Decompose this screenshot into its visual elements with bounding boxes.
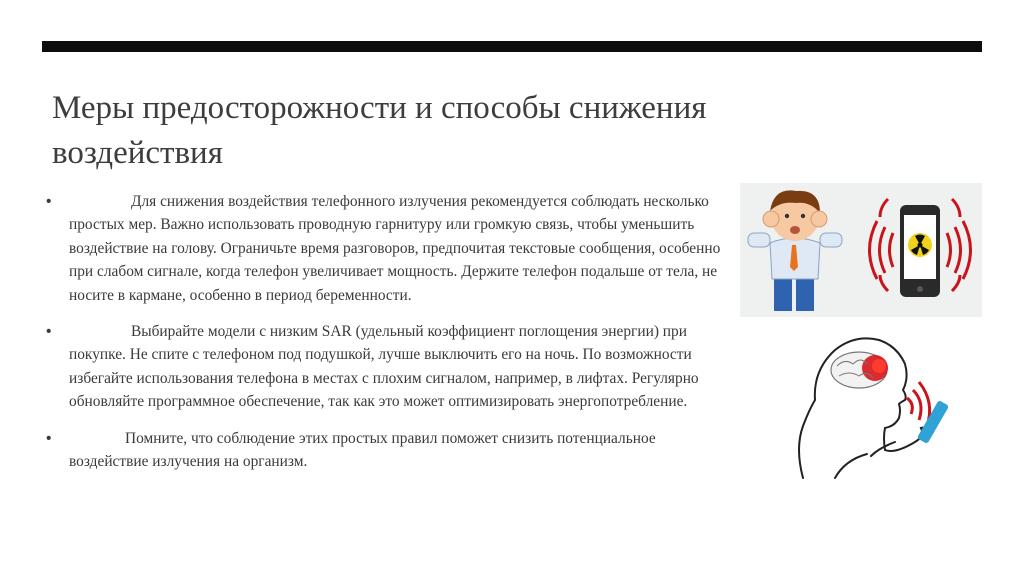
phone-with-hazard-sign xyxy=(900,205,940,297)
bullet-item xyxy=(46,427,726,474)
bullet-item xyxy=(46,320,726,414)
radiation-waves-right xyxy=(947,199,971,291)
illustration-boy-phone xyxy=(740,183,982,317)
slide-title: Меры предосторожности и способы снижения воздействия xyxy=(52,90,707,171)
illustration-head-brain-phone xyxy=(775,330,975,482)
boy-figure xyxy=(748,190,842,311)
head-brain-drawing xyxy=(775,330,975,482)
radiation-waves xyxy=(907,382,930,426)
bullet-item xyxy=(46,190,726,307)
radiation-waves-left xyxy=(870,199,894,291)
boy-phone-drawing xyxy=(740,183,982,317)
bullet-marker: • xyxy=(46,193,52,210)
bullet-text: Помните, что соблюдение этих простых правил поможет снизить потенциальное воздействие излучения на организм. xyxy=(69,429,656,471)
bullet-marker: • xyxy=(46,323,52,341)
brain-icon xyxy=(831,352,888,388)
bullet-text: Для снижения воздействия телефонного излучения рекомендуется соблюдать несколько простых мер. Важно использовать проводную гарнитуру или громкую связь, чтобы уменьшить воздействие на голову. Ограничьте время разговоров, предпочитая текстовые сообщения, особенно при слабом сигнале, когда телефон увеличивает мощность. Держите телефон подальше от тела, не носите в кармане, особенно в период беременности. xyxy=(69,193,721,304)
top-accent-bar xyxy=(42,41,982,52)
bullet-text: Выбирайте модели с низким SAR (удельный коэффициент поглощения энергии) при покупке. Не спите с телефоном под подушкой, лучше выключить его на ночь. По возможности избегайте использования телефона в местах с плохим сигналом, например, в лифтах. Регулярно обновляйте программное обеспечение, так как это может оптимизировать энергопотребление. xyxy=(69,323,699,411)
bullet-marker: • xyxy=(46,429,52,447)
bullet-list xyxy=(46,190,726,486)
